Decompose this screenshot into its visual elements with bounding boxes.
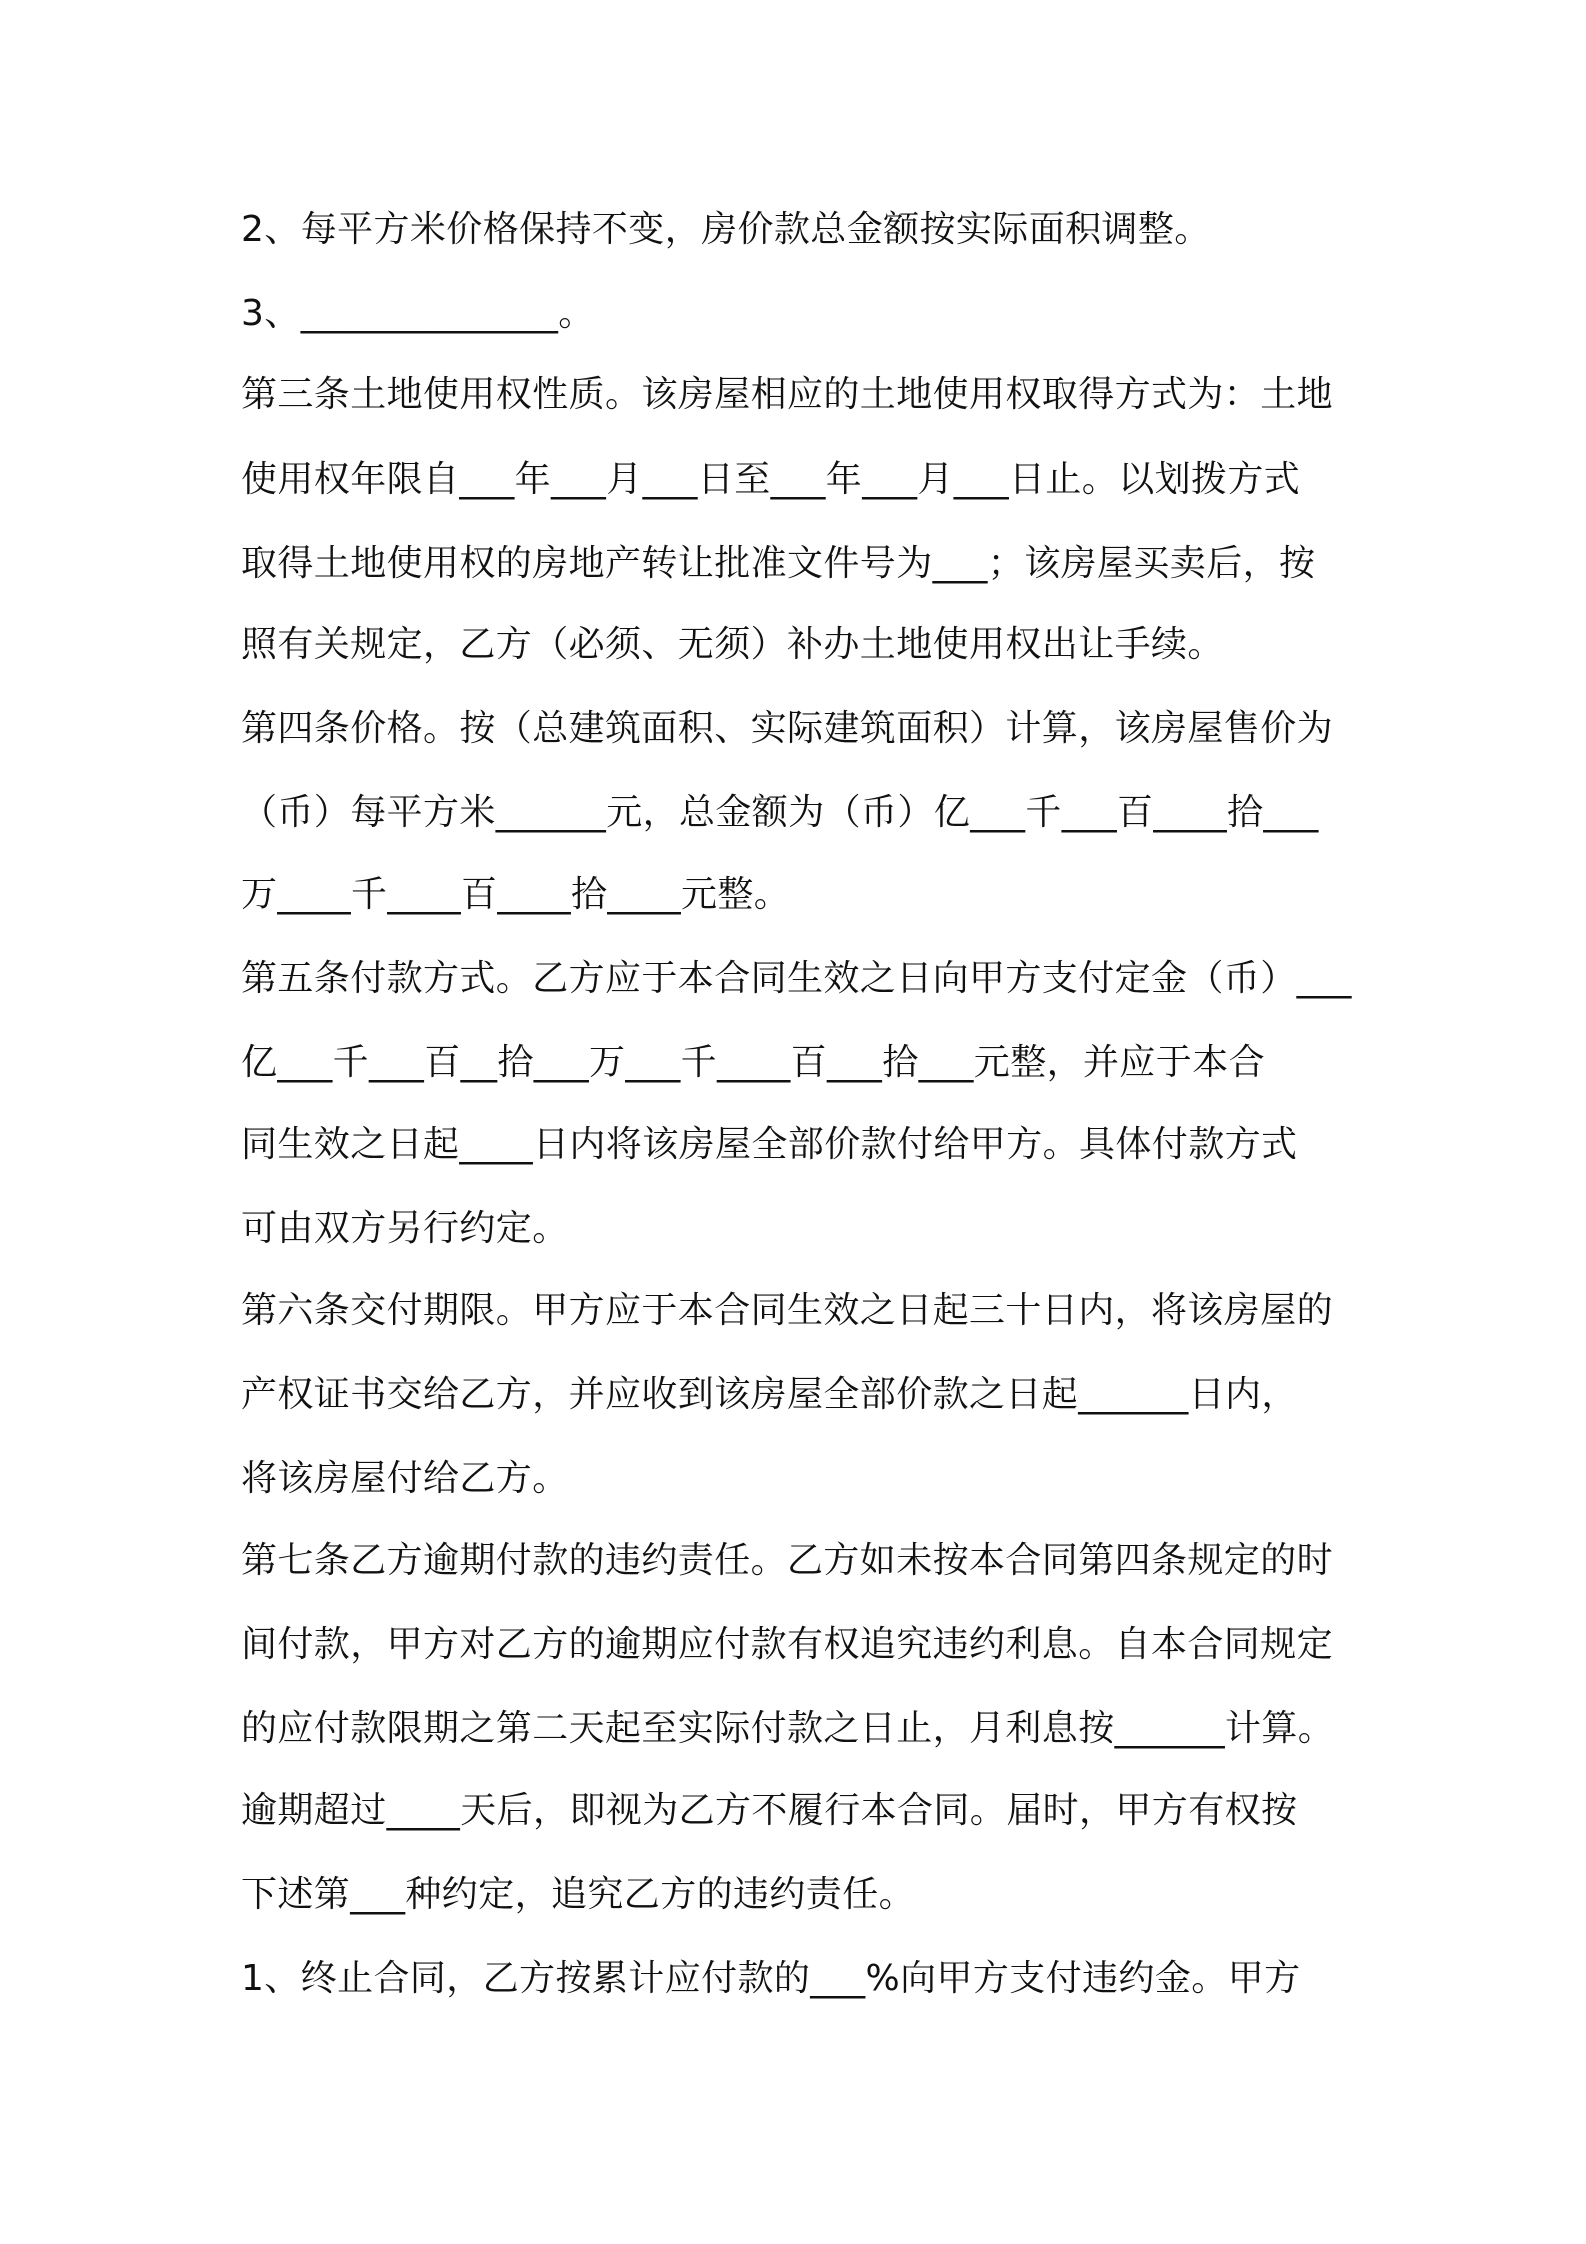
line-late-payment-interest: 间付款，甲方对乙方的逾期应付款有权追究违约利息。自本合同规定 (241, 1624, 1334, 1665)
line-overdue-days: 逾期超过____天后，即视为乙方不履行本合同。届时，甲方有权按 (241, 1790, 1298, 1831)
line-payment-agreement: 可由双方另行约定。 (241, 1208, 569, 1249)
line-article-7-title: 第七条乙方逾期付款的违约责任。乙方如未按本合同第四条规定的时 (241, 1540, 1334, 1581)
line-land-use-term: 使用权年限自___年___月___日至___年___月___日止。以划拨方式 (241, 459, 1301, 500)
line-house-delivery: 将该房屋付给乙方。 (241, 1458, 569, 1499)
line-article-3-title: 第三条土地使用权性质。该房屋相应的土地使用权取得方式为：土地 (241, 374, 1334, 415)
line-article-6-title: 第六条交付期限。甲方应于本合同生效之日起三十日内，将该房屋的 (241, 1290, 1334, 1331)
line-deposit-amount: 亿___千___百__拾___万___千____百___拾___元整，并应于本合 (241, 1042, 1265, 1083)
line-price-amount-cont: 万____千____百____拾____元整。 (241, 874, 791, 915)
line-liability-option: 下述第___种约定，追究乙方的违约责任。 (241, 1874, 916, 1915)
line-article-5-title: 第五条付款方式。乙方应于本合同生效之日向甲方支付定金（币）___ (241, 958, 1352, 999)
line-transfer-approval: 取得土地使用权的房地产转让批准文件号为___；该房屋买卖后，按 (241, 543, 1316, 584)
line-certificate-delivery: 产权证书交给乙方，并应收到该房屋全部价款之日起______日内， (241, 1374, 1298, 1415)
line-price-amount: （币）每平方米______元，总金额为（币）亿___千___百____拾___ (241, 792, 1319, 833)
line-payment-deadline: 同生效之日起____日内将该房屋全部价款付给甲方。具体付款方式 (241, 1124, 1298, 1165)
line-price-per-sqm-unchanged: 2、每平方米价格保持不变，房价款总金额按实际面积调整。 (241, 209, 1211, 250)
line-article-4-title: 第四条价格。按（总建筑面积、实际建筑面积）计算，该房屋售价为 (241, 708, 1334, 749)
line-land-use-procedures: 照有关规定，乙方（必须、无须）补办土地使用权出让手续。 (241, 624, 1224, 665)
line-monthly-interest: 的应付款限期之第二天起至实际付款之日止，月利息按______计算。 (241, 1708, 1335, 1749)
line-terminate-contract: 1、终止合同，乙方按累计应付款的___%向甲方支付违约金。甲方 (241, 1958, 1301, 1999)
line-item-3-blank: 3、______________。 (241, 293, 595, 334)
